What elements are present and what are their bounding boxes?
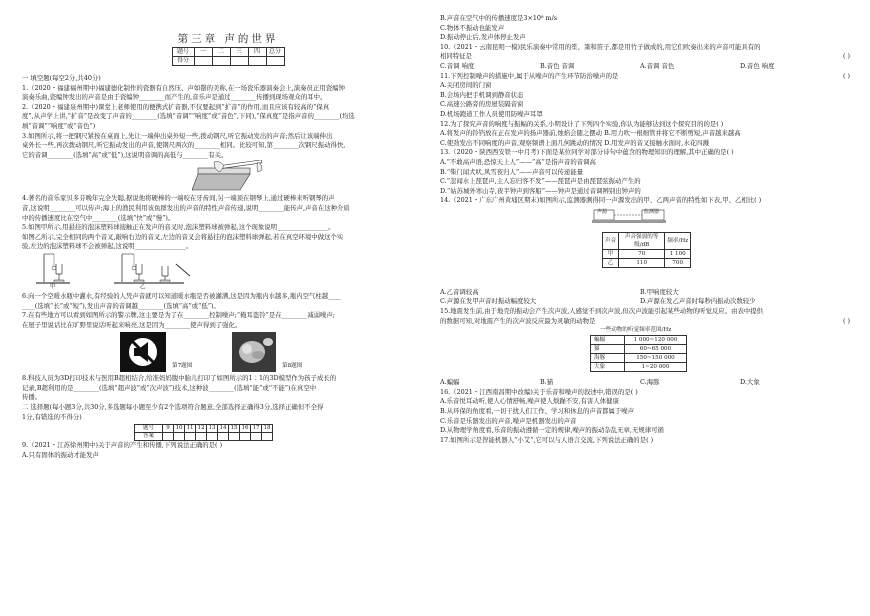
q10-line: 10.（2021・云南昆明一模)民乐演奏中常用的笙、箫和笛子,都是用竹子做成的,用它们吹奏出来的声音可能具有的 <box>440 42 761 51</box>
q15-option: C.海豚 <box>640 378 660 387</box>
q3-line: 它的音调________(选填“高”或“低”),这说明音调的高低与________有关。 <box>22 150 228 159</box>
animal-table-title: 一些动物的听觉频率范围/Hz <box>600 327 672 334</box>
q11-option: D.机场跑道工作人员使用防噪声耳罩 <box>440 109 543 118</box>
q14-stem: 14.（2021・广东广州黄埔区期末)如图所示,监测器测得同一声源发出的甲、乙两声音的特性如下表,甲、乙相比( ) <box>440 196 762 205</box>
fig5-label-jia: 甲 <box>50 283 56 290</box>
q3-line: 3.如图所示,将一把钢尺紧按在桌面上,先让一端伸出桌外短一些,拨动钢尺,听它振动发出的声音;然后让该端伸出 <box>22 131 333 140</box>
q15-figure <box>440 326 852 378</box>
q11-option: C.高速公路旁的房屋装隔音窗 <box>440 100 524 109</box>
answer-cell[interactable] <box>163 433 174 441</box>
answer-head-cell: 13 <box>208 425 216 432</box>
score-head-cell: 题号 <box>172 48 194 57</box>
snd-cell: 甲 <box>603 249 619 258</box>
score-cell[interactable] <box>194 57 212 66</box>
monitor-label: 监测器 <box>644 208 660 215</box>
q16-option: A.乐音悦耳动听,使人心情舒畅,噪声使人烦躁不安,有害人体健康 <box>440 397 619 406</box>
answer-row-label: 答案 <box>135 433 163 441</box>
question-9-continued <box>440 14 852 43</box>
q15-option: A.蝙蝠 <box>440 378 460 387</box>
answer-cell[interactable] <box>240 433 251 441</box>
q7-line: 在屋子里说话比在旷野里说话听起来响亮,这是因为________使声得到了强化。 <box>22 320 242 329</box>
answer-head-cell: 16 <box>241 425 249 432</box>
q8-line: 传播。 <box>22 393 42 402</box>
answer-head-cell: 9 <box>163 425 174 433</box>
q10-options <box>440 62 852 72</box>
q14-option: D.声源在发乙声音时每秒内振动次数较少 <box>640 297 756 306</box>
answer-head-cell: 14 <box>219 425 227 432</box>
q6-line: ____(选填“长”或“短”),发出声音的音调越________(选填“高”或“低”)。 <box>22 301 220 310</box>
q15-option: B.猫 <box>540 378 554 387</box>
q15-line: 15.地震发生前,由于地壳的振动会产生次声波,人感觉不到次声波,但次声波能引起某些动物的听觉反应。由表中提供 <box>440 307 764 316</box>
sound-property-table <box>602 232 691 268</box>
question-17 <box>440 436 852 446</box>
q13-option: C.“忽闻水上琵琶声,主人忘归客不发”——琵琶声是由琵琶弦振动产生的 <box>440 177 641 186</box>
answer-cell[interactable] <box>262 433 273 441</box>
snd-cell: 乙 <box>603 258 619 267</box>
fig5-label-yi: 乙 <box>140 283 146 290</box>
q14-figure <box>440 206 852 288</box>
score-head-cell: 三 <box>230 48 248 57</box>
answer-head-cell: 10 <box>175 425 183 432</box>
answer-cell[interactable] <box>251 433 262 441</box>
score-head-cell: 一 <box>194 48 212 57</box>
source-label: 声源 <box>597 208 608 215</box>
q12-line: A.将发声的铃铛放在正在发声的扬声器前,烛焰会随之摆动 B.用力吹一根细管并将它不断剪短,声音越来越高 <box>440 129 741 138</box>
q8-line: 记录,B超利用的是________(选填“超声波”或“次声波”)技术,这种波________(选填“能”或“不能”)在真空中 <box>22 383 317 392</box>
right-column <box>440 14 852 445</box>
answer-cell[interactable] <box>229 433 240 441</box>
tuning-fork-illustration <box>30 252 200 286</box>
q11-stem: 11.下列控制噪声的措施中,属于从噪声的产生环节防治噪声的是 <box>440 71 619 80</box>
q2-line: 2.（2020・福建泉州期中)课堂上老师使用的便携式扩音器,不仅要起到“扩音”的作用,而且应该有较高的“保真 <box>22 102 330 111</box>
fig7-caption: 第7题图 <box>172 363 193 370</box>
ultrasound-3d-model-image <box>232 332 276 372</box>
q5-figure <box>22 252 434 292</box>
question-10 <box>440 43 852 72</box>
page-title: 第三章 声的世界 <box>177 33 279 45</box>
animal-name: 蝙蝠 <box>591 336 625 345</box>
q10-line: 相同特征是 <box>440 52 472 61</box>
answer-cell[interactable] <box>207 433 218 441</box>
question-13 <box>440 148 852 196</box>
score-table <box>172 47 285 66</box>
q13-option: A.“不敢高声语,恐惊天上人”——“高”是指声音的音调高 <box>440 157 596 166</box>
q13-option: D.“姑苏城外寒山寺,夜半钟声到客船”——钟声是通过音调辨别出钟声的 <box>440 186 641 195</box>
score-head-cell: 四 <box>248 48 266 57</box>
ruler-on-table-illustration <box>192 160 272 194</box>
q5-line: 5.如图甲所示,用悬挂的泡沫塑料球接触正在发声的音叉时,泡沫塑料球被弹起,这个现象说明________________。 <box>22 223 335 232</box>
q11-option: B.会场内把手机调到静音状态 <box>440 90 524 99</box>
question-3 <box>22 132 434 161</box>
q12-line: 12.为了探究声音的响度与振幅的关系,小明设计了下列四个实验,你认为能够达到这个探究目的的是( ) <box>440 119 724 128</box>
q4-line: 中的传播速度比在空气中________(选填“快”或“慢”)。 <box>22 213 175 222</box>
question-2 <box>22 103 434 132</box>
q16-stem: 16.（2021・江西南昌期中改编)关于乐音和噪声的叙述中,错误的是( ) <box>440 387 638 396</box>
question-8 <box>22 374 434 403</box>
animal-range: 150~150 000 <box>625 354 687 363</box>
answer-head-cell: 12 <box>197 425 205 432</box>
q4-line: 音,这说明________可以传声;海上的渔民利用该鱼群发出的声音的特性声音传递,说明________能传声,声音在这种介质 <box>22 203 350 212</box>
q10-option: D.音色 响度 <box>740 61 775 70</box>
answer-head-cell: 15 <box>230 425 238 432</box>
q9-line: A.只有固体的振动才能发声 <box>22 450 99 459</box>
fig8-caption: 第8题图 <box>282 363 303 370</box>
snd-cell: 70 <box>619 249 665 258</box>
animal-range: 60~65 000 <box>625 345 687 354</box>
question-5 <box>22 223 434 252</box>
q17-stem: 17.如图所示是智能机器人“小艾”,它可以与人语言交流,下列说法正确的是( ) <box>440 435 654 444</box>
section-2-line: 二 选择题(每小题3分,共30分,多选题每小题至少有2个选项符合题意,全部选择正确得3分,选择正确但不全得 <box>22 403 324 412</box>
q15-line: 的数据可知,对地震产生的次声波反应最为灵敏的动物是 <box>440 316 596 325</box>
q1-line: 1.（2020・福建福州期中)福建德化制作的瓷器有自然压、声如罄的美称,在一场瓷乐器演奏会上,演奏员正用瓷编钟 <box>22 83 345 92</box>
q16-option: D.从物理学角度看,乐音的振动遵循一定的规律,噪声的振动杂乱无章,无规律可循 <box>440 426 664 435</box>
q13-option: B.“柴门闻犬吠,风雪夜归人”——声音可以传递能量 <box>440 167 584 176</box>
q14-option: A.乙音调较高 <box>440 287 479 296</box>
animal-range: 1~20 000 <box>625 363 687 372</box>
score-row-label: 得分 <box>172 57 194 66</box>
q16-option: B.从环保的角度看,一切干扰人们工作、学习和休息的声音都属于噪声 <box>440 407 635 416</box>
q10-option: B.音色 音调 <box>540 61 575 70</box>
answer-head-cell: 11 <box>186 425 194 432</box>
score-head-cell: 二 <box>212 48 230 57</box>
answer-head-cell: 17 <box>252 425 260 432</box>
score-cell[interactable] <box>248 57 266 66</box>
answer-cell[interactable] <box>218 433 229 441</box>
snd-cell: 110 <box>619 258 665 267</box>
q1-line: 演奏乐曲,瓷编钟发出的声音是由于瓷编钟________而产生的,音乐声是通过________传播到现场观众的耳中。 <box>22 93 327 102</box>
question-7 <box>22 311 434 330</box>
snd-head-cell: 声音 <box>603 232 619 249</box>
question-11 <box>440 72 852 120</box>
q15-options <box>440 378 852 388</box>
question-1 <box>22 84 434 103</box>
q11-answer-paren: ( ) <box>842 71 850 80</box>
q9-option: D.振动停止后,发声体停止发声 <box>440 33 526 42</box>
q14-options-row2 <box>440 297 852 307</box>
animal-range: 1 000~120 000 <box>625 336 687 345</box>
q12-line: C.使劲发出不同响度的声音,观察频谱上面几何跳动的情况 D.用发声的音叉接触水面时,水花四溅 <box>440 138 709 147</box>
q14-option: C.声源在发甲声音时振动幅度较大 <box>440 297 537 306</box>
answer-head-cell: 题号 <box>135 425 163 433</box>
section-2-heading <box>22 403 434 422</box>
section-1-heading: 一 填空题(每空2分,共40分) <box>22 74 101 82</box>
question-14 <box>440 196 852 307</box>
animal-name: 猫 <box>591 345 625 354</box>
q16-option: C.乐音是乐器发出的声音,噪声是机器发出的声音 <box>440 416 577 425</box>
question-16 <box>440 388 852 436</box>
left-column <box>22 14 434 460</box>
q2-line: 填“音调”“响度”或“音色”) <box>22 121 96 130</box>
question-12 <box>440 120 852 149</box>
snd-cell: 1 100 <box>665 249 691 258</box>
q10-answer-paren: ( ) <box>842 52 850 61</box>
score-cell[interactable] <box>230 57 248 66</box>
q5-line: 验,左边的泡沫塑料球不会被弹起,这说明________________。 <box>22 242 193 251</box>
q9-option: B.声音在空气中的传播速度是3×10⁸ m/s <box>440 14 558 22</box>
snd-cell: 700 <box>665 258 691 267</box>
answer-table <box>134 424 273 441</box>
section-2-line: 1分,有错选的不得分) <box>22 412 82 421</box>
no-horn-sign-icon <box>120 332 166 372</box>
animal-name: 大象 <box>591 363 625 372</box>
answer-cell[interactable] <box>185 433 196 441</box>
q13-stem: 13.（2020・陕西西安铁一中月考)下面是某位同学对部分诗句中蕴含的物理知识的理解,其中正确的是( ) <box>440 148 734 157</box>
score-cell[interactable] <box>266 57 284 66</box>
q7-q8-figures <box>22 330 434 374</box>
q14-option: B.甲响度较大 <box>640 287 679 296</box>
q10-option: A.音调 音色 <box>640 61 675 70</box>
score-head-cell: 总分 <box>266 48 284 57</box>
q8-line: 8.科技人员为3D打印技术与医用B超相结合,给准妈妈腹中胎儿打印了如图所示的1∶1的3D模型作为孩子成长的 <box>22 374 337 383</box>
q15-option: D.大象 <box>740 378 760 387</box>
question-4 <box>22 194 434 223</box>
q11-option: A.关闭房间的门窗 <box>440 81 492 90</box>
q9-line: 9.（2021・江苏徐州期中)关于声音的产生和传播,下列说法正确的是( ) <box>22 441 223 450</box>
q3-line: 桌外长一些,再次拨动钢尺,听它振动发出的声音,使钢尺两次的________相同。比较可知,第________次钢尺振动得快, <box>22 141 346 150</box>
animal-hearing-table <box>590 335 687 372</box>
q4-line: 4.著名的音乐家贝多芬晚年完全失聪,据说他将硬棒的一端咬在牙齿间,另一端顶在钢琴上,通过硬棒来听钢琴的声 <box>22 194 335 203</box>
question-9 <box>22 441 434 460</box>
q2-line: 度”,从声学上讲,“扩音”是改变了声音的________(选填“音调”“响度”或“音色”,下同),“保真度”是指声音的________(均选 <box>22 112 355 121</box>
q10-option: C.音调 响度 <box>440 61 475 70</box>
animal-name: 海豚 <box>591 354 625 363</box>
answer-cell[interactable] <box>174 433 185 441</box>
q15-answer-paren: ( ) <box>842 316 850 325</box>
answer-head-cell: 18 <box>263 425 271 432</box>
q7-line: 7.在有些地方可以看到如图所示的警示牌,这主要是为了在________控制噪声;“掩耳盗铃”是在________减弱噪声; <box>22 311 335 320</box>
q9-option: C.物体不振动也能发声 <box>440 23 505 32</box>
question-6 <box>22 292 434 311</box>
answer-cell[interactable] <box>196 433 207 441</box>
q3-figure <box>22 160 434 194</box>
q5-line: 如图乙所示,完全相同的两个音叉,敲响右边的音叉,左边的音叉会将悬挂的泡沫塑料球弹起,若在真空环境中做这个实 <box>22 232 344 241</box>
snd-head-cell: 频率/Hz <box>665 232 691 249</box>
q6-line: 6.向一个空暖水瓶中灌水,有经验的人凭声音就可以知道暖水瓶是否被灌满,这是因为瓶内水越多,瓶内空气柱越____ <box>22 291 341 300</box>
question-15 <box>440 307 852 388</box>
score-cell[interactable] <box>212 57 230 66</box>
snd-head-cell: 声音强弱的等级/dB <box>619 232 665 249</box>
